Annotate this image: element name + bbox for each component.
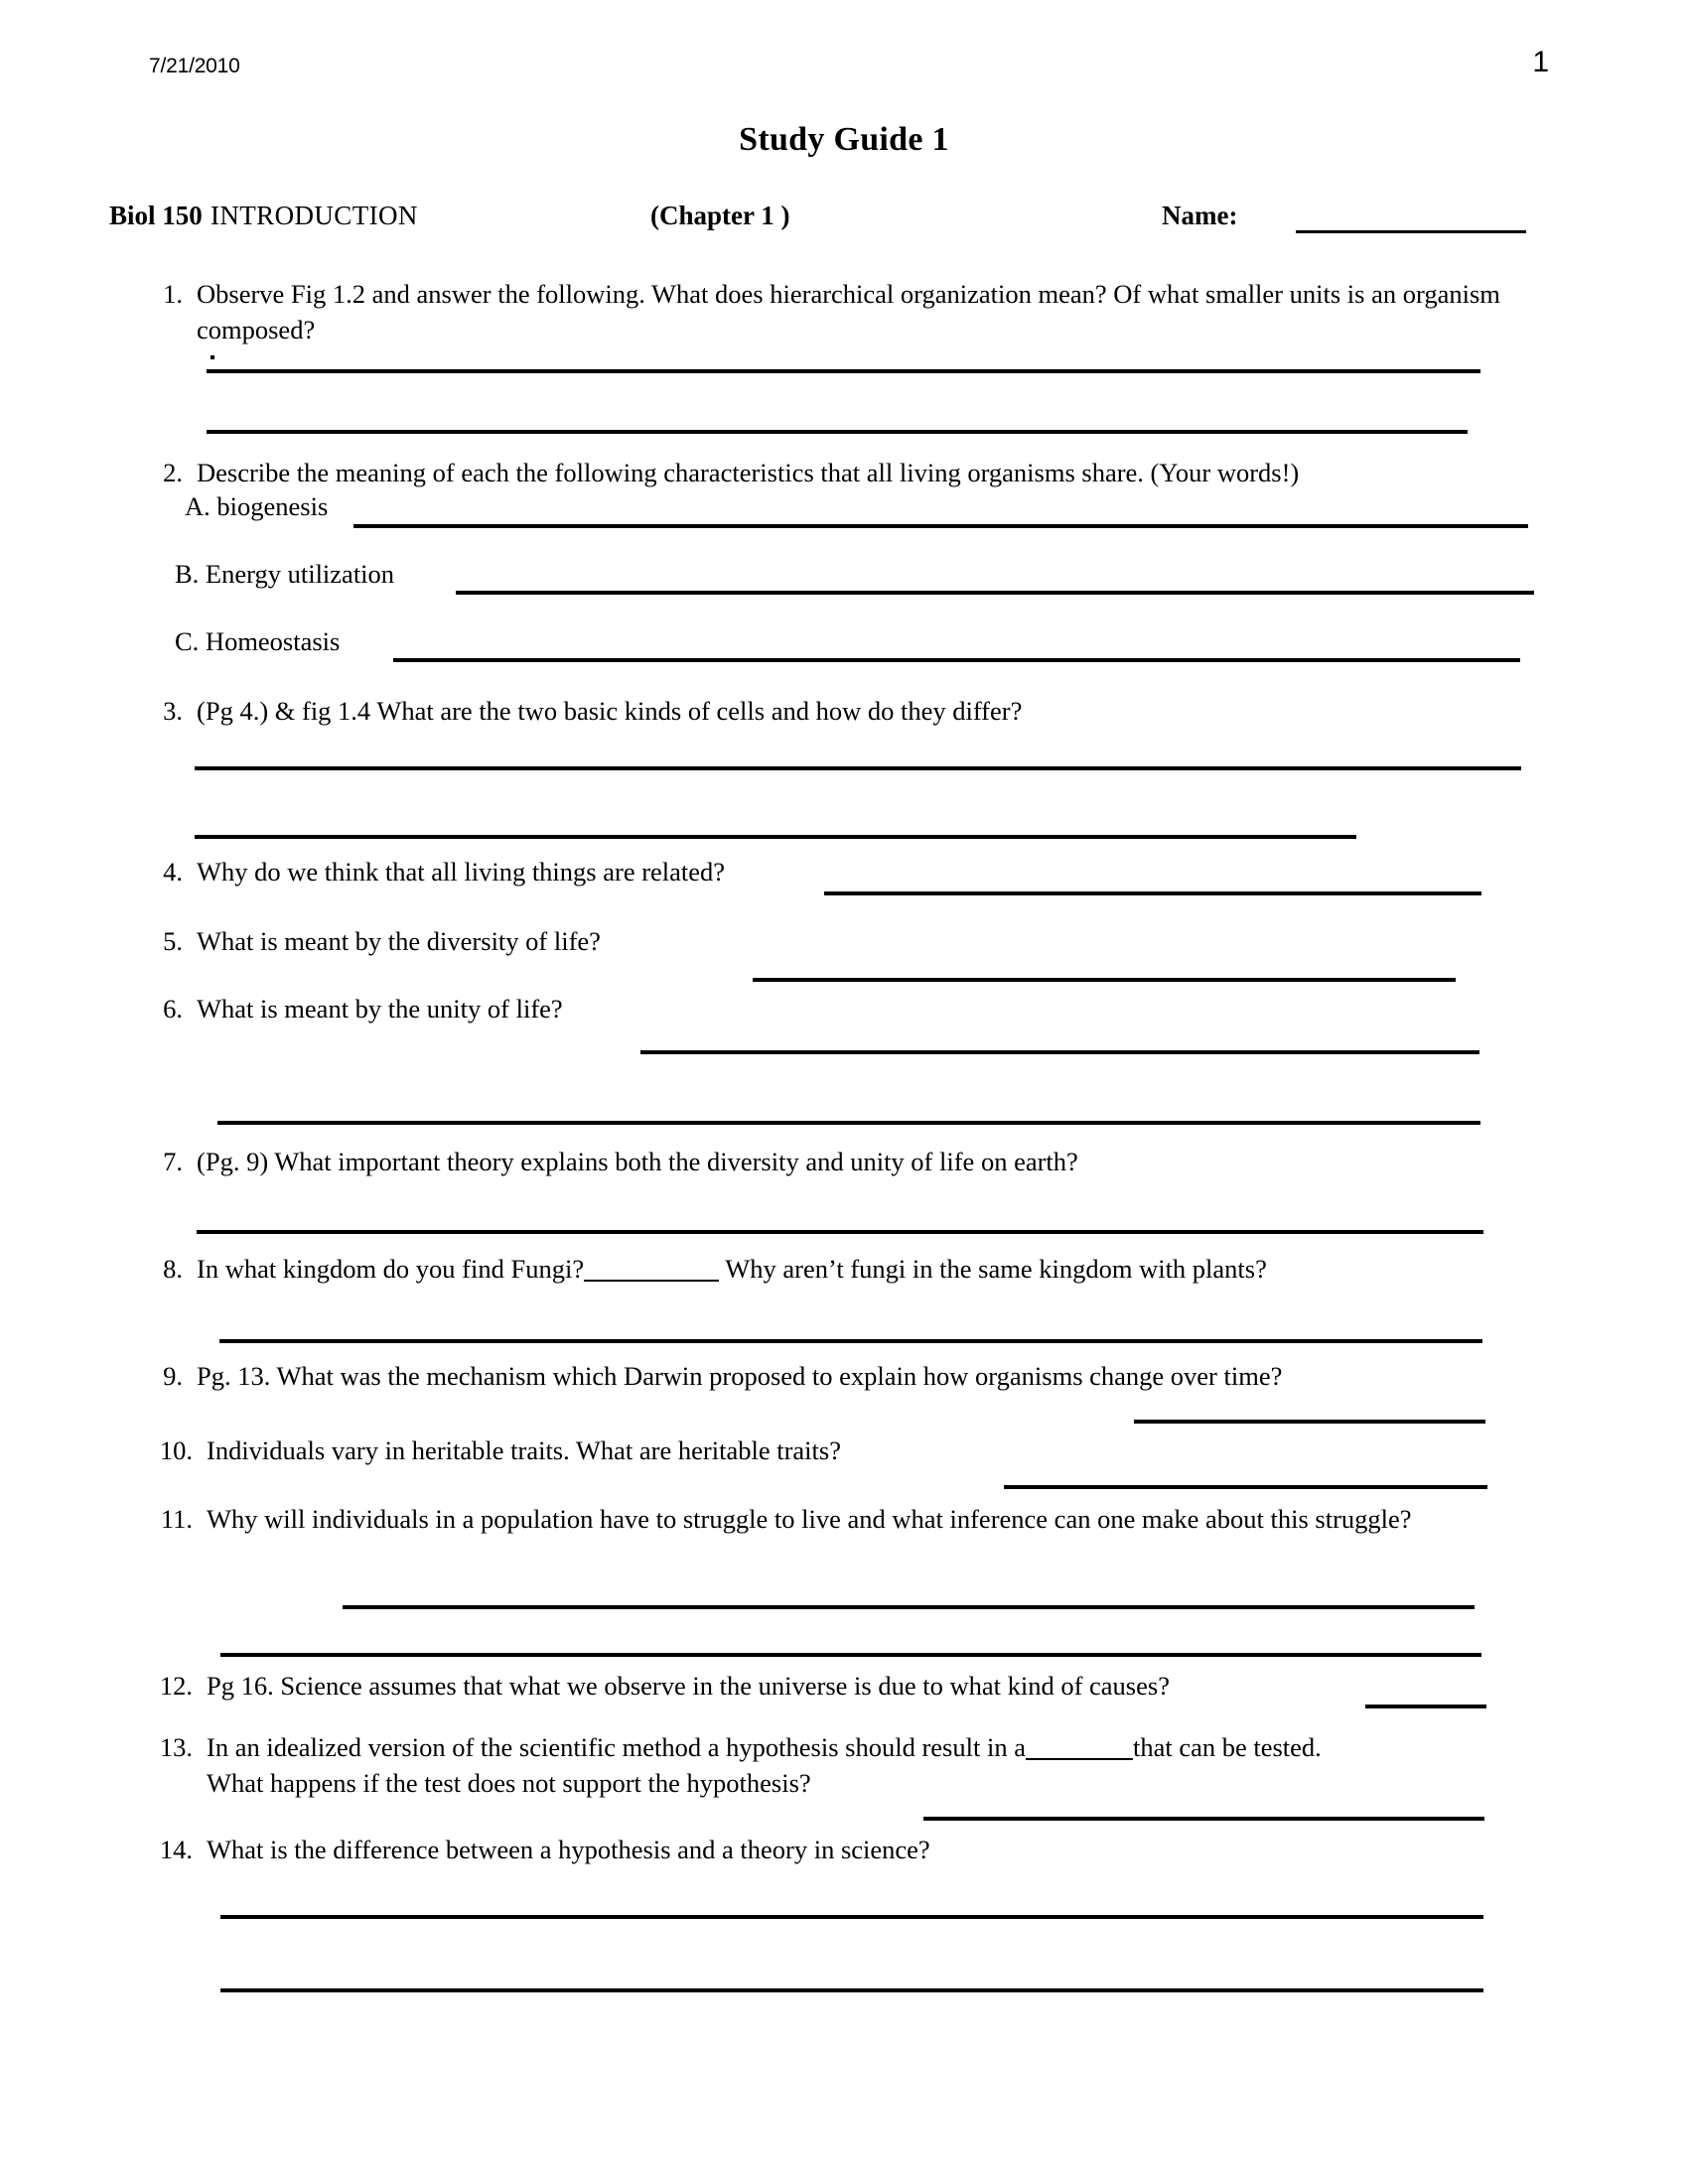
question-7-number: 7. [163, 1147, 183, 1176]
chapter-label: (Chapter 1 ) [650, 201, 790, 230]
question-10-number: 10. [159, 1435, 193, 1465]
answer-line-2b[interactable] [456, 591, 1534, 595]
answer-line-13[interactable] [923, 1817, 1484, 1821]
question-7-text: (Pg. 9) What important theory explains both the diversity and unity of life on earth? [197, 1147, 1078, 1176]
question-3-number: 3. [163, 696, 183, 726]
answer-line-2a[interactable] [353, 524, 1528, 528]
question-2-text: Describe the meaning of each the following characteristics that all living organisms share. (Your words!) [197, 458, 1300, 487]
question-4-number: 4. [163, 857, 183, 887]
page-number: 1 [1532, 46, 1549, 78]
question-13-text-line2: What happens if the test does not support the hypothesis? [207, 1768, 811, 1798]
question-5-number: 5. [163, 926, 183, 956]
question-2a-label: A. biogenesis [185, 491, 329, 521]
answer-line-2c[interactable] [393, 658, 1520, 662]
question-8-inline-blank[interactable] [584, 1280, 719, 1282]
answer-line-6b[interactable] [217, 1121, 1480, 1125]
question-13-inline-blank[interactable] [1026, 1758, 1133, 1760]
answer-line-3a[interactable] [195, 766, 1521, 770]
answer-line-8[interactable] [219, 1339, 1482, 1343]
question-8-text-after: Why aren’t fungi in the same kingdom with plants? [725, 1254, 1267, 1284]
question-9-text: Pg. 13. What was the mechanism which Darwin proposed to explain how organisms change over time? [197, 1361, 1283, 1391]
question-5-text: What is meant by the diversity of life? [197, 926, 601, 956]
answer-line-6a[interactable] [640, 1050, 1479, 1054]
course-code: Biol 150 [109, 201, 203, 230]
question-11-number: 11. [160, 1504, 193, 1534]
question-8-text-before: In what kingdom do you find Fungi? [197, 1254, 585, 1284]
question-2b-label: B. Energy utilization [175, 559, 395, 589]
name-label: Name: [1162, 201, 1238, 230]
page-title: Study Guide 1 [739, 121, 949, 158]
answer-line-5[interactable] [753, 978, 1456, 982]
question-1-number: 1. [163, 279, 183, 309]
answer-line-11a[interactable] [343, 1605, 1475, 1609]
question-13-number: 13. [159, 1732, 193, 1762]
answer-line-10[interactable] [1004, 1485, 1487, 1489]
question-4-text: Why do we think that all living things are related? [197, 857, 726, 887]
course-title: INTRODUCTION [211, 201, 418, 230]
question-13-text-before: In an idealized version of the scientific method a hypothesis should result in a [207, 1732, 1026, 1762]
answer-line-14a[interactable] [220, 1915, 1483, 1919]
question-6-text: What is meant by the unity of life? [197, 994, 563, 1024]
question-1-text: Observe Fig 1.2 and answer the following. What does hierarchical organization mean? Of what smaller units is an organism composed? [197, 279, 1500, 344]
stray-mark [211, 355, 214, 359]
question-9-number: 9. [163, 1361, 183, 1391]
question-12-number: 12. [159, 1671, 193, 1701]
question-10-text: Individuals vary in heritable traits. What are heritable traits? [207, 1435, 841, 1465]
question-3-text: (Pg 4.) & fig 1.4 What are the two basic kinds of cells and how do they differ? [197, 696, 1023, 726]
name-blank-line[interactable] [1296, 230, 1526, 233]
question-12-text: Pg 16. Science assumes that what we observe in the universe is due to what kind of causes? [207, 1671, 1170, 1701]
question-2-number: 2. [163, 458, 183, 487]
answer-line-3b[interactable] [195, 835, 1356, 839]
answer-line-14b[interactable] [220, 1988, 1483, 1992]
question-14-number: 14. [159, 1835, 193, 1864]
answer-line-11b[interactable] [220, 1653, 1481, 1657]
question-6-number: 6. [163, 994, 183, 1024]
answer-line-4[interactable] [824, 891, 1481, 895]
answer-line-9[interactable] [1134, 1420, 1485, 1424]
question-14-text: What is the difference between a hypothesis and a theory in science? [207, 1835, 930, 1864]
answer-line-7[interactable] [197, 1230, 1483, 1234]
course-header-row [109, 201, 1559, 234]
document-date: 7/21/2010 [149, 55, 240, 77]
answer-line-12[interactable] [1365, 1705, 1486, 1708]
answer-line-1a[interactable] [207, 369, 1480, 373]
question-8-number: 8. [163, 1254, 183, 1284]
question-2c-label: C. Homeostasis [175, 626, 341, 656]
question-13-text-after: that can be tested. [1132, 1732, 1322, 1762]
question-11-text: Why will individuals in a population have to struggle to live and what inference can one make about this struggle? [207, 1504, 1412, 1534]
answer-line-1b[interactable] [207, 430, 1468, 434]
